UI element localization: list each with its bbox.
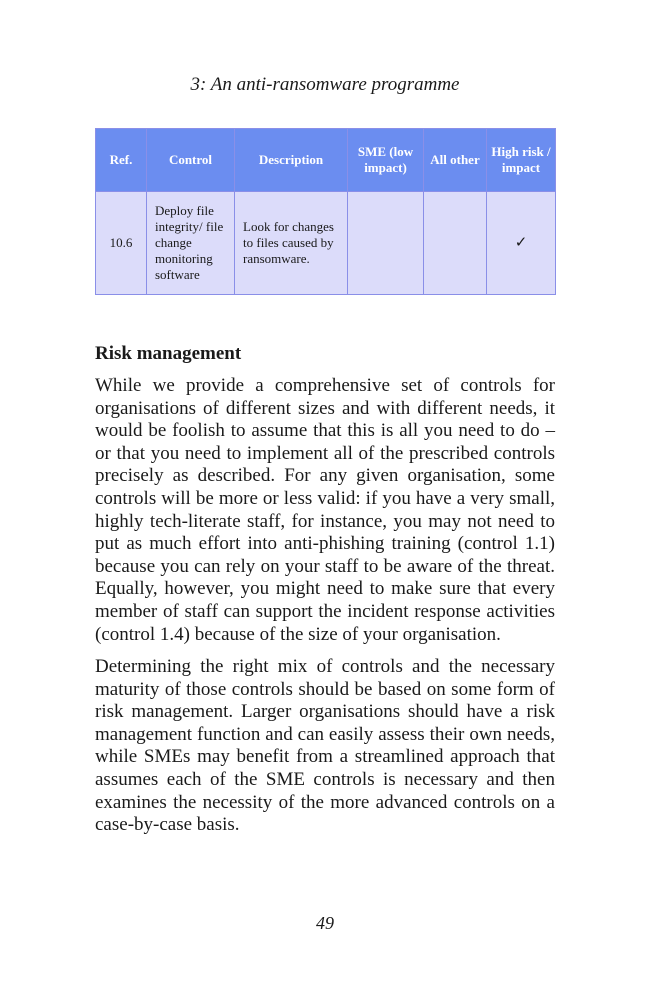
header-ref: Ref. [96, 129, 147, 192]
running-head: 3: An anti-ransomware programme [190, 74, 460, 95]
header-sme: SME (low impact) [348, 129, 424, 192]
table-row [96, 192, 556, 295]
cell-description: Look for changes to files caused by ransomware. [235, 192, 348, 295]
header-description: Description [235, 129, 348, 192]
cell-all-other [424, 192, 487, 295]
page-number: 49 [316, 913, 334, 933]
controls-table [95, 128, 556, 295]
cell-control: Deploy file integrity/ file change monitoring software [147, 192, 235, 295]
cell-ref: 10.6 [96, 192, 147, 295]
section-heading: Risk management [95, 343, 242, 364]
body-paragraph-2: Determining the right mix of controls and the necessary maturity of those controls should be based on some form of risk management. Larger organisations should have a risk management function and can easily assess their own needs, while SMEs may benefit from a streamlined approach that assumes each of the SME controls is necessary and then examines the necessity of the more advanced controls on a case-by-case basis. [95, 656, 555, 836]
table-header-row [96, 129, 556, 192]
body-paragraph-1: While we provide a comprehensive set of controls for organisations of different sizes and with different needs, it would be foolish to assume that this is all you need to do – or that you need to implement all of the prescribed controls precisely as described. For any given organisation, some controls will be more or less valid: if you have a very small, highly tech-literate staff, for instance, you may not need to put as much effort into anti-phishing training (control 1.1) because you can rely on your staff to be aware of the threat. Equally, however, you might need to make sure that every member of staff can support the incident response activities (control 1.4) because of the size of your organisation. [95, 375, 555, 645]
cell-sme [348, 192, 424, 295]
header-all-other: All other [424, 129, 487, 192]
header-high-risk: High risk / impact [487, 129, 556, 192]
checkmark-icon: ✓ [487, 192, 556, 295]
header-control: Control [147, 129, 235, 192]
